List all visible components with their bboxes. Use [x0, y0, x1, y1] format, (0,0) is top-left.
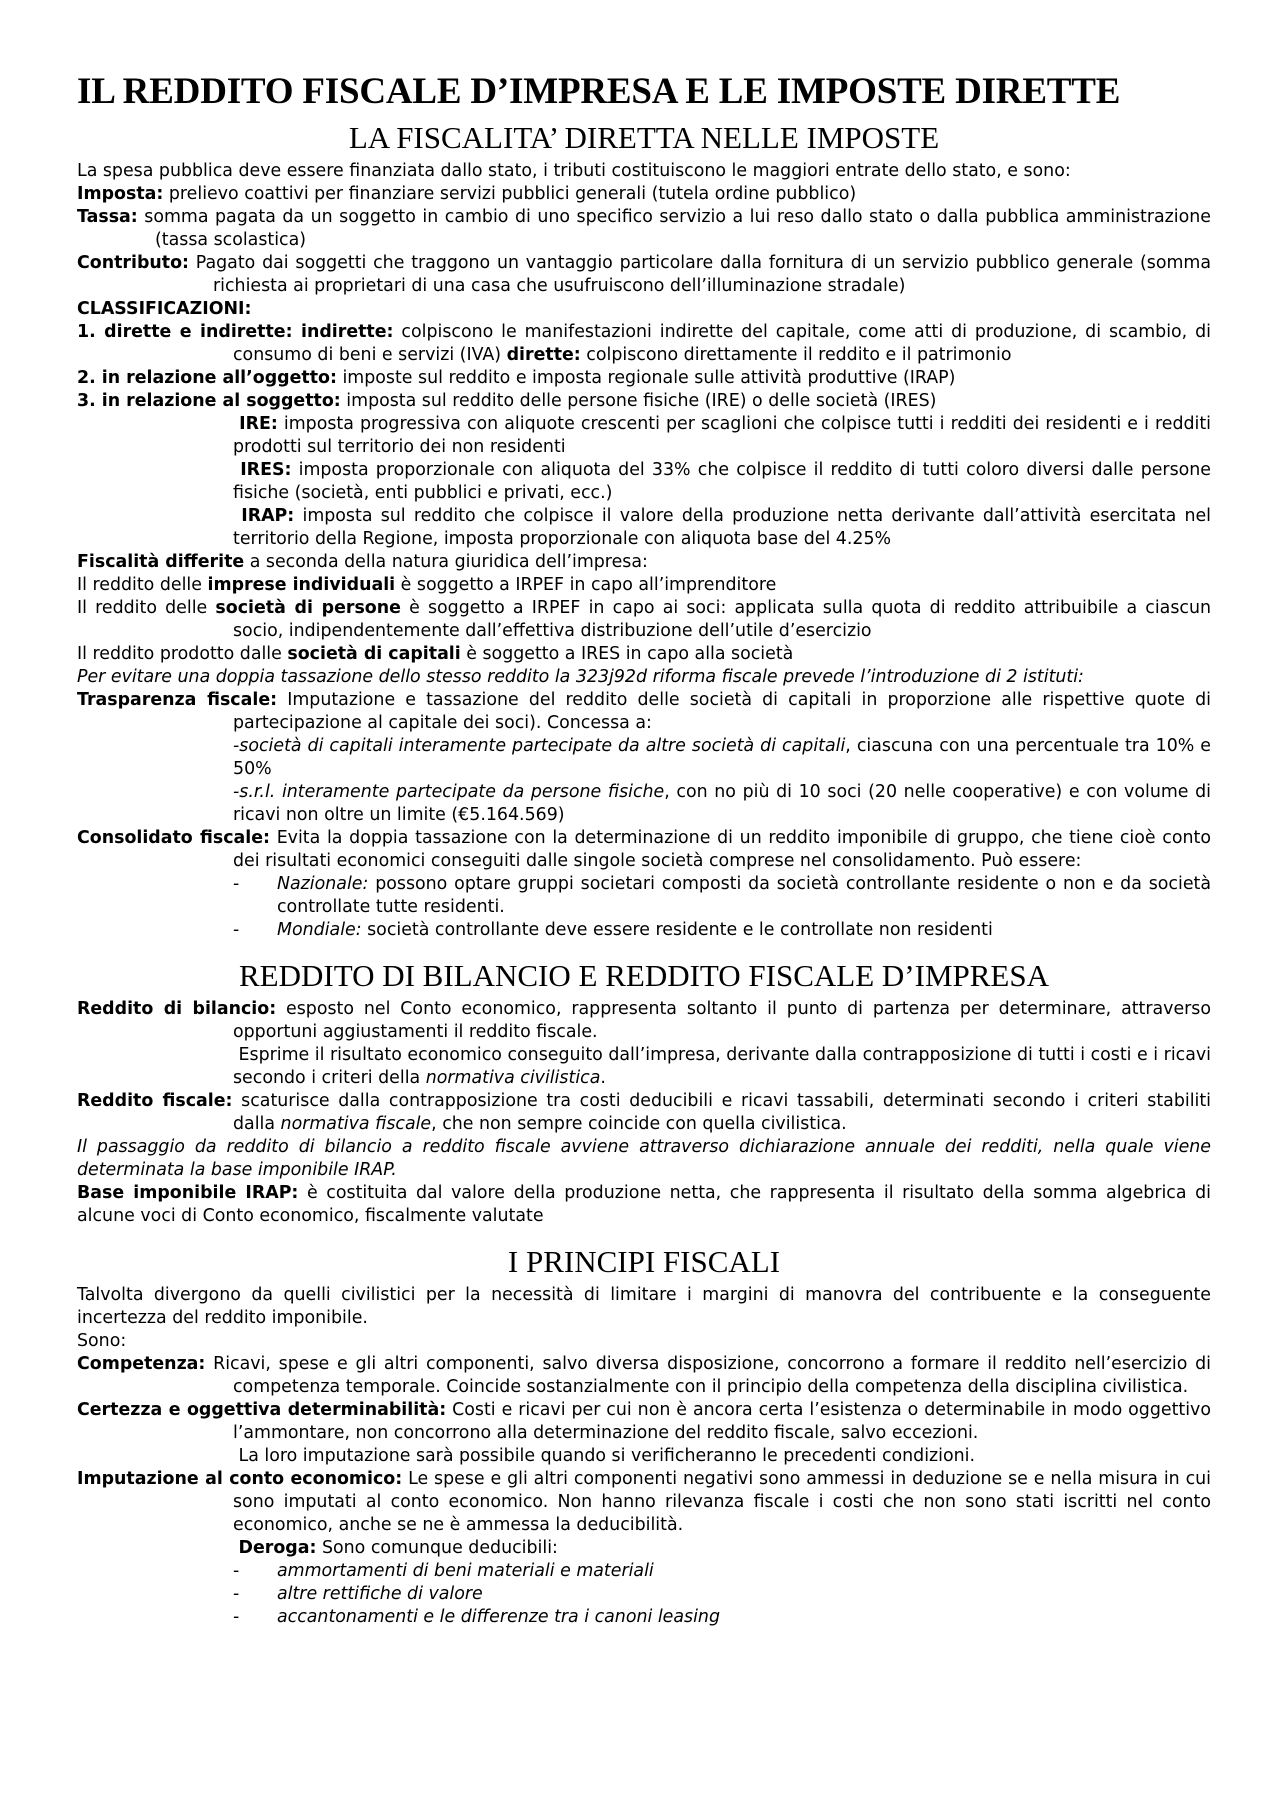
- trasparenza-fiscale: Trasparenza fiscale: Imputazione e tassazione del reddito delle società di capitali in proporzione alle rispettive quote di partecipazione al capitale dei soci). Concessa a:: [77, 690, 1211, 733]
- doppia-tassazione-note: Per evitare una doppia tassazione dello stesso reddito la 323j92d riforma fiscale prevede l’introduzione di 2 istituti:: [77, 667, 1084, 687]
- reddito-bilancio: Reddito di bilancio: esposto nel Conto economico, rappresenta soltanto il punto di partenza per determinare, attraverso opportuni aggiustamenti il reddito fiscale.: [77, 999, 1212, 1042]
- term: Imposta:: [77, 184, 164, 204]
- list-item: - accantonamenti e le differenze tra i canoni leasing: [233, 1607, 720, 1627]
- list-item-mondiale: - Mondiale: società controllante deve essere residente e le controllate non residenti: [233, 920, 993, 940]
- document-title: IL REDDITO FISCALE D’IMPRESA E LE IMPOSTE DIRETTE: [77, 71, 1121, 112]
- reddito-fiscale: Reddito fiscale: scaturisce dalla contrapposizione tra costi deducibili e ricavi tassabili, determinati secondo i criteri stabiliti dalla normativa fiscale, che non sempre coincide con quella civilistica.: [77, 1091, 1212, 1134]
- definition-tassa: Tassa: somma pagata da un soggetto in cambio di uno specifico servizio a lui reso dallo stato o dalla pubblica amministrazione (tassa scolastica): [77, 207, 1211, 250]
- definition-ire: IRE: imposta progressiva con aliquote crescenti per scaglioni che colpisce tutti i redditi dei residenti e i redditi prodotti sul territorio dei non residenti: [233, 414, 1212, 457]
- term: Tassa:: [77, 207, 138, 227]
- section-heading-fiscalita: LA FISCALITA’ DIRETTA NELLE IMPOSTE: [348, 120, 940, 155]
- list-item: - altre rettifiche di valore: [233, 1584, 483, 1604]
- imprese-individuali-line: Il reddito delle imprese individuali è soggetto a IRPEF in capo all’imprenditore: [77, 575, 777, 595]
- term: Contributo:: [77, 253, 189, 273]
- classification-2: 2. in relazione all’oggetto: imposte sul reddito e imposta regionale sulle attività produttive (IRAP): [77, 368, 956, 388]
- consolidato-fiscale: Consolidato fiscale: Evita la doppia tassazione con la determinazione di un reddito imponibile di gruppo, che tiene cioè conto dei risultati economici conseguiti dalle singole società comprese nel consolidamento. Può essere:: [77, 828, 1211, 871]
- intro-paragraph: La spesa pubblica deve essere finanziata dallo stato, i tributi costituiscono le maggiori entrate dello stato, e sono:: [77, 161, 1071, 181]
- principio-certezza-detail: La loro imputazione sarà possibile quando si verificheranno le precedenti condizioni.: [238, 1446, 976, 1466]
- principio-certezza: Certezza e oggettiva determinabilità: Costi e ricavi per cui non è ancora certa l’esistenza o determinabile in modo oggettivo l’ammontare, non concorrono alla determinazione del reddito fiscale, salvo eccezioni.: [77, 1400, 1211, 1443]
- document-page: [77, 70, 1211, 1629]
- trasparenza-item-a: -società di capitali interamente partecipate da altre società di capitali, ciascuna con una percentuale tra 10% e 50%: [233, 736, 1211, 779]
- definition-imposta: Imposta: prelievo coattivi per finanziare servizi pubblici generali (tutela ordine pubblico): [77, 184, 857, 204]
- list-item: - ammortamenti di beni materiali e materiali: [233, 1561, 654, 1581]
- sono-label: Sono:: [77, 1331, 127, 1351]
- societa-capitali-line: Il reddito prodotto dalle società di capitali è soggetto a IRES in capo alla società: [77, 644, 794, 664]
- list-item-nazionale: - Nazionale: possono optare gruppi societari composti da società controllante residente o non e da società controllate tutte residenti.: [233, 874, 1211, 917]
- principio-imputazione: Imputazione al conto economico: Le spese e gli altri componenti negativi sono ammessi in deduzione se e nella misura in cui sono imputati al conto economico. Non hanno rilevanza fiscale i costi che non sono stati iscritti nel conto economico, anche se ne è ammessa la deducibilità.: [77, 1469, 1211, 1535]
- definition-ires: IRES: imposta proporzionale con aliquota del 33% che colpisce il reddito di tutti coloro diversi dalle persone fisiche (società, enti pubblici e privati, ecc.): [233, 460, 1211, 503]
- trasparenza-item-b: -s.r.l. interamente partecipate da persone fisiche, con no più di 10 soci (20 nelle cooperative) e con volume di ricavi non oltre un limite (€5.164.569): [233, 782, 1211, 825]
- classificazioni-heading: CLASSIFICAZIONI:: [77, 299, 252, 319]
- classification-3: 3. in relazione al soggetto: imposta sul reddito delle persone fisiche (IRE) o delle società (IRES): [77, 391, 937, 411]
- classification-1: 1. dirette e indirette: indirette: colpiscono le manifestazioni indirette del capitale, come atti di produzione, di scambio, di consumo di beni e servizi (IVA) dirette: colpiscono direttamente il reddito e il patrimonio: [77, 322, 1212, 365]
- reddito-bilancio-detail: Esprime il risultato economico conseguito dall’impresa, derivante dalla contrapposizione di tutti i costi e i ricavi secondo i criteri della normativa civilistica.: [233, 1045, 1211, 1088]
- fiscalita-differite: Fiscalità differite a seconda della natura giuridica dell’impresa:: [77, 552, 648, 572]
- principi-intro: Talvolta divergono da quelli civilistici per la necessità di limitare i margini di manovra del contribuente e la conseguente incertezza del reddito imponibile.: [77, 1285, 1211, 1328]
- definition-irap: IRAP: imposta sul reddito che colpisce il valore della produzione netta derivante dall’attività esercitata nel territorio della Regione, imposta proporzionale con aliquota base del 4.25%: [233, 506, 1211, 549]
- definition-contributo: Contributo: Pagato dai soggetti che traggono un vantaggio particolare dalla fornitura di un servizio pubblico generale (somma richiesta ai proprietari di una casa che usufruiscono dell’illuminazione stradale): [77, 253, 1211, 296]
- section-heading-reddito: REDDITO DI BILANCIO E REDDITO FISCALE D’IMPRESA: [238, 958, 1049, 993]
- deroga-line: Deroga: Sono comunque deducibili:: [238, 1538, 558, 1558]
- societa-persone-line: Il reddito delle società di persone è soggetto a IRPEF in capo ai soci: applicata sulla quota di reddito attribuibile a ciascun socio, indipendentemente dall’effettiva distribuzione dell’utile d’esercizio: [77, 598, 1211, 641]
- section-heading-principi: I PRINCIPI FISCALI: [507, 1244, 781, 1279]
- base-imponibile-irap: Base imponibile IRAP: è costituita dal valore della produzione netta, che rappresenta il risultato della somma algebrica di alcune voci di Conto economico, fiscalmente valutate: [77, 1183, 1211, 1226]
- passaggio-note: Il passaggio da reddito di bilancio a reddito fiscale avviene attraverso dichiarazione annuale dei redditi, nella quale viene determinata la base imponibile IRAP.: [77, 1137, 1211, 1180]
- principio-competenza: Competenza: Ricavi, spese e gli altri componenti, salvo diversa disposizione, concorrono a formare il reddito nell’esercizio di competenza temporale. Coincide sostanzialmente con il principio della competenza della disciplina civilistica.: [77, 1354, 1211, 1397]
